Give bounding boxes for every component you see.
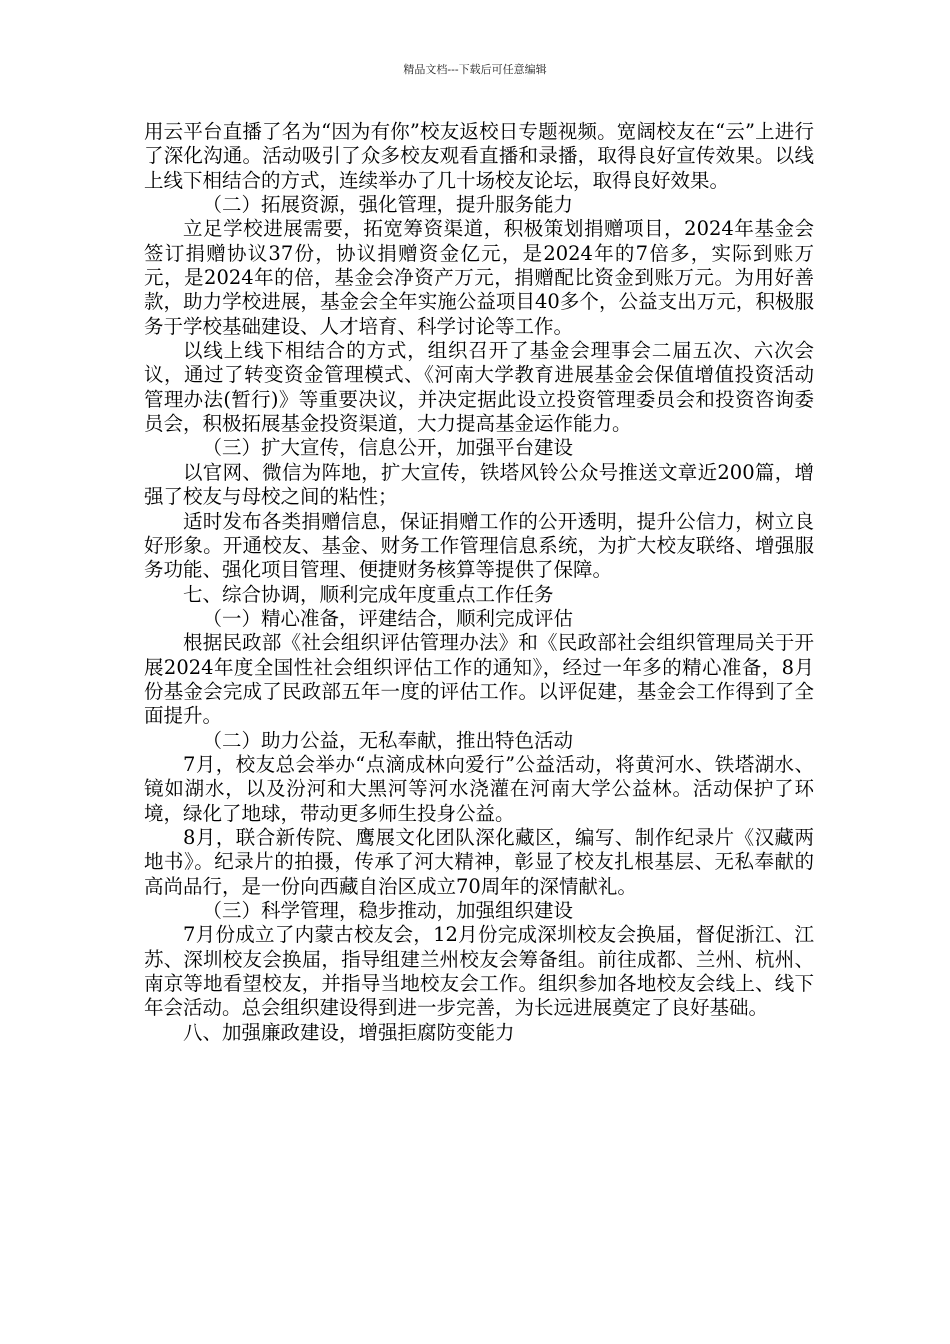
- paragraph-evaluation: 根据民政部《社会组织评估管理办法》和《民政部社会组织管理局关于开展2024年度全国性社会组织评估工作的通知》，经过一年多的精心准备，8月份基金会完成了民政部五年一度的评估工作。以评促建，基金会工作得到了全面提升。: [144, 631, 814, 728]
- chapter-heading-seven: 七、综合协调，顺利完成年度重点工作任务: [183, 582, 554, 606]
- paragraph-august-documentary: 8月，联合新传院、鹰展文化团队深化藏区，编写、制作纪录片《汉藏两地书》。纪录片的拍摄，传承了河大精神，彰显了校友扎根基层、无私奉献的高尚品行，是一份向西藏自治区成立70周年的深情献礼。: [144, 825, 814, 898]
- paragraph-council-meetings: 以线上线下相结合的方式，组织召开了基金会理事会二届五次、六次会议，通过了转变资金管理模式、《河南大学教育进展基金会保值增值投资活动管理办法(暂行)》等重要决议，并决定据此设立投资管理委员会和投资咨询委员会，积极拓展基金投资渠道，大力提高基金运作能力。: [144, 339, 814, 436]
- section-heading-public-welfare: （二）助力公益，无私奉献，推出特色活动: [202, 728, 574, 752]
- document-body: [144, 120, 814, 1045]
- paragraph-cloud-livestream: 用云平台直播了名为“因为有你”校友返校日专题视频。宽阔校友在“云”上进行了深化沟通。活动吸引了众多校友观看直播和录播，取得良好宣传效果。以线上线下相结合的方式，连续举办了几十场校友论坛，取得良好效果。: [144, 120, 814, 192]
- section-heading-organization: （三）科学管理，稳步推动，加强组织建设: [202, 899, 574, 922]
- section-heading-publicity: （三）扩大宣传，信息公开，加强平台建设: [202, 436, 574, 460]
- section-heading-evaluation: （一）精心准备，评建结合，顺利完成评估: [202, 606, 574, 630]
- paragraph-july-activity: 7月，校友总会举办“点滴成林向爱行”公益活动，将黄河水、铁塔湖水、镜如湖水，以及汾河和大黑河等河水浇灌在河南大学公益林。活动保护了环境，绿化了地球，带动更多师生投身公益。: [144, 752, 814, 825]
- paragraph-alumni-associations: 7月份成立了内蒙古校友会，12月份完成深圳校友会换届，督促浙江、江苏、深圳校友会换届，指导组建兰州校友会筹备组。前往成都、兰州、杭州、南京等地看望校友，并指导当地校友会工作。组织参加各地校友会线上、线下年会活动。总会组织建设得到进一步完善，为长远进展奠定了良好基础。: [144, 923, 814, 1020]
- paragraph-website-wechat: 以官网、微信为阵地，扩大宣传，铁塔风铃公众号推送文章近200篇，增强了校友与母校之间的粘性；: [144, 460, 814, 509]
- page-header: 精品文档---下载后可任意编辑: [403, 63, 547, 76]
- section-heading-expand-resources: （二）拓展资源，强化管理，提升服务能力: [202, 193, 574, 217]
- paragraph-information-disclosure: 适时发布各类捐赠信息，保证捐赠工作的公开透明，提升公信力，树立良好形象。开通校友、基金、财务工作管理信息系统，为扩大校友联络、增强服务功能、强化项目管理、便捷财务核算等提供了保障。: [144, 509, 814, 582]
- paragraph-fundraising: 立足学校进展需要，拓宽筹资渠道，积极策划捐赠项目，2024年基金会签订捐赠协议37份，协议捐赠资金亿元，是2024年的7倍多，实际到账万元，是2024年的倍，基金会净资产万元，捐赠配比资金到账万元。为用好善款，助力学校进展，基金会全年实施公益项目40多个，公益支出万元，积极服务于学校基础建设、人才培育、科学讨论等工作。: [144, 217, 814, 338]
- chapter-heading-eight: 八、加强廉政建设，增强拒腐防变能力: [183, 1020, 515, 1044]
